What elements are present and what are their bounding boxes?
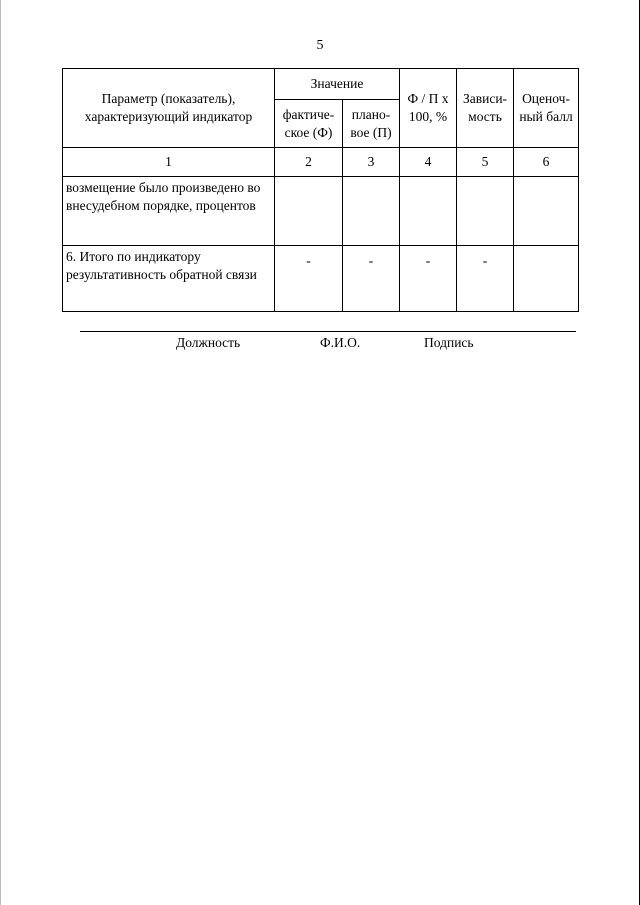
row-ratio [400,177,457,246]
table-header-row [63,69,579,100]
row-actual: - [275,246,343,312]
header-parameter: Параметр (показатель), характеризующий индикатор [63,69,275,148]
page-number: 5 [316,38,324,53]
row-planned: - [343,246,400,312]
column-number-row [63,148,579,177]
header-value-group: Значение [275,69,400,100]
row-score [514,246,579,312]
signature-position-label: Должность [176,335,241,350]
header-score: Оценоч-ный балл [514,69,579,148]
column-number: 2 [275,148,343,177]
column-number: 4 [400,148,457,177]
signature-line [80,331,576,332]
row-dependency: - [457,246,514,312]
column-number: 3 [343,148,400,177]
header-ratio: Ф / П x 100, % [400,69,457,148]
row-actual [275,177,343,246]
header-dependency: Зависи-мость [457,69,514,148]
indicator-table [62,68,579,312]
signature-sign-label: Подпись [424,335,474,350]
header-actual: фактиче-ское (Ф) [275,100,343,148]
signature-name-label: Ф.И.О. [320,335,361,350]
scan-left-edge [0,0,1,905]
row-parameter: возмещение было произведено во внесудебном порядке, процентов [63,177,275,246]
column-number: 5 [457,148,514,177]
column-number: 1 [63,148,275,177]
row-dependency [457,177,514,246]
row-ratio: - [400,246,457,312]
table-row [63,246,579,312]
row-score [514,177,579,246]
row-parameter: 6. Итого по индикатору результативность обратной связи [63,246,275,312]
table-row [63,177,579,246]
header-planned: плано-вое (П) [343,100,400,148]
row-planned [343,177,400,246]
column-number: 6 [514,148,579,177]
